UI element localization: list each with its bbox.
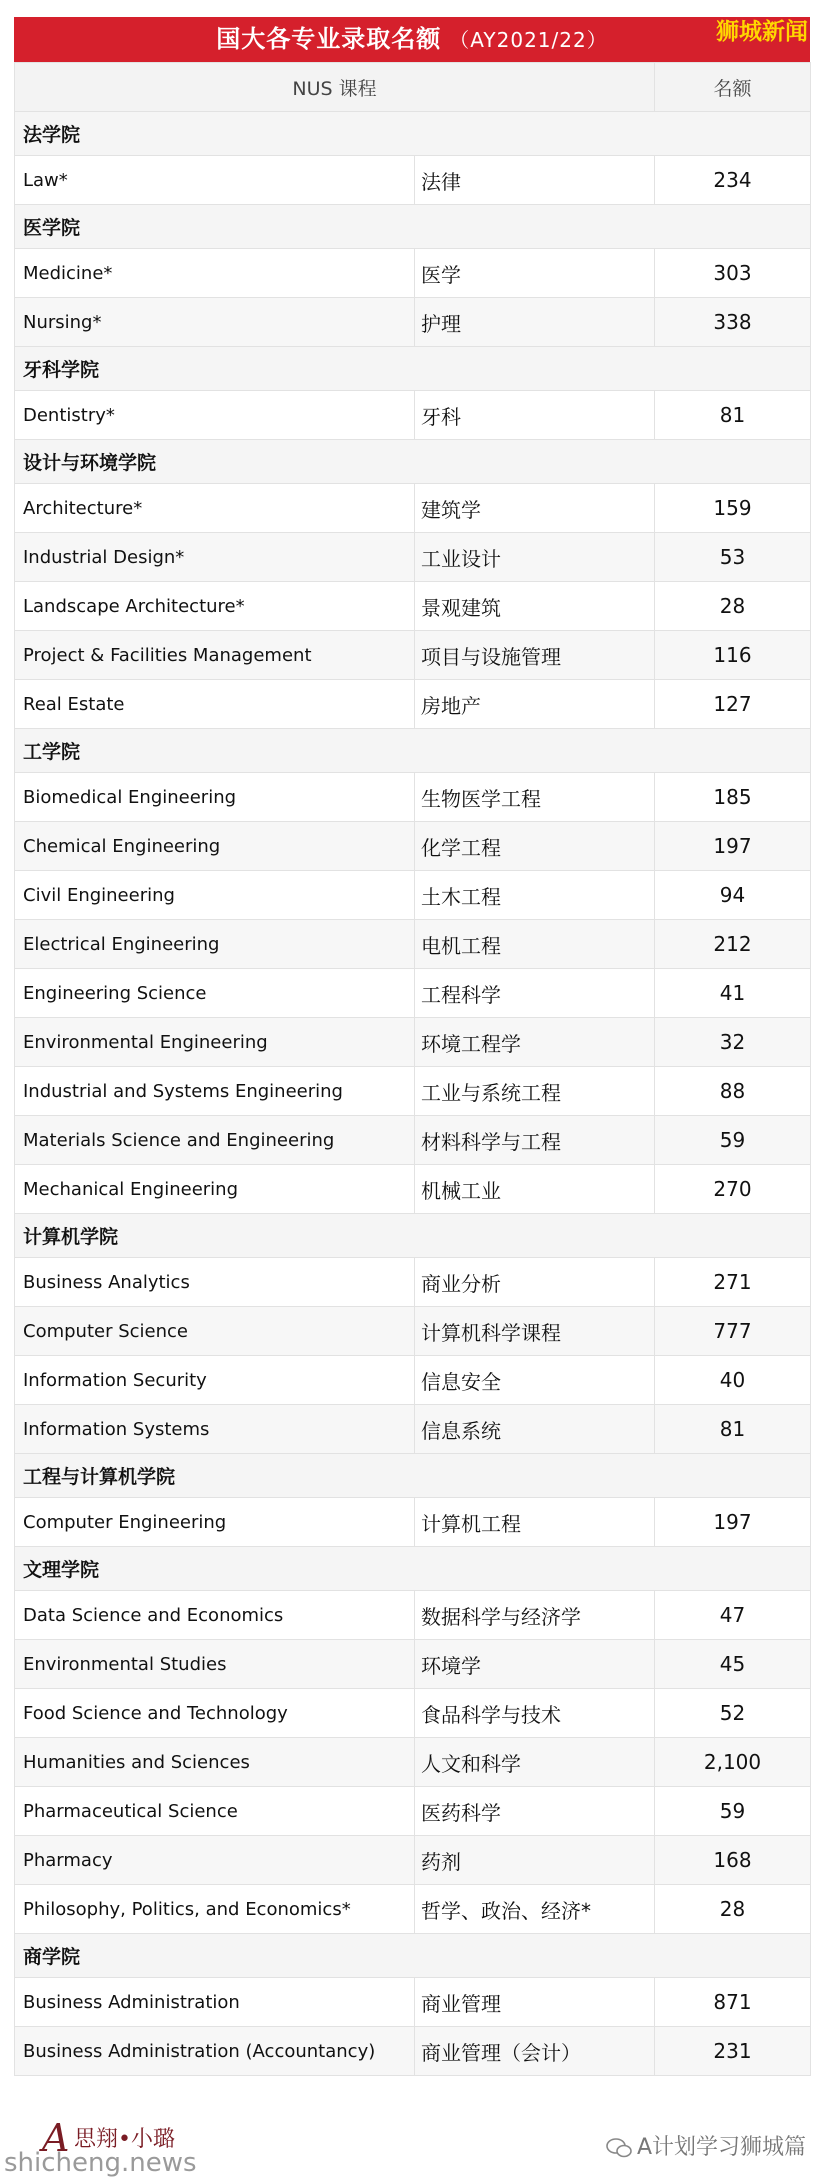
quota-value: 59 xyxy=(655,1787,811,1836)
section-row xyxy=(15,1454,811,1498)
course-chinese: 商业分析 xyxy=(415,1258,655,1307)
course-chinese: 商业管理（会计） xyxy=(415,2027,655,2076)
course-chinese: 法律 xyxy=(415,156,655,205)
course-chinese: 计算机科学课程 xyxy=(415,1307,655,1356)
course-chinese: 材料科学与工程 xyxy=(415,1116,655,1165)
footer xyxy=(0,2110,824,2180)
course-english: Real Estate xyxy=(15,680,415,729)
table-header xyxy=(15,63,811,112)
course-english: Computer Engineering xyxy=(15,1498,415,1547)
table-row xyxy=(15,1738,811,1787)
quota-value: 88 xyxy=(655,1067,811,1116)
table-row xyxy=(15,920,811,969)
section-row xyxy=(15,205,811,249)
section-row xyxy=(15,112,811,156)
quota-value: 94 xyxy=(655,871,811,920)
table-row xyxy=(15,822,811,871)
table-row xyxy=(15,1116,811,1165)
quota-value: 197 xyxy=(655,1498,811,1547)
quota-value: 32 xyxy=(655,1018,811,1067)
section-row xyxy=(15,1934,811,1978)
course-english: Biomedical Engineering xyxy=(15,773,415,822)
section-title: 计算机学院 xyxy=(15,1214,811,1258)
section-row xyxy=(15,1214,811,1258)
quota-value: 59 xyxy=(655,1116,811,1165)
course-chinese: 数据科学与经济学 xyxy=(415,1591,655,1640)
table-row xyxy=(15,871,811,920)
course-chinese: 工程科学 xyxy=(415,969,655,1018)
course-english: Dentistry* xyxy=(15,391,415,440)
course-chinese: 建筑学 xyxy=(415,484,655,533)
quota-value: 197 xyxy=(655,822,811,871)
course-english: Architecture* xyxy=(15,484,415,533)
site-watermark: shicheng.news xyxy=(4,2148,197,2178)
table-row xyxy=(15,1787,811,1836)
quota-table-container xyxy=(14,17,810,2076)
course-english: Environmental Studies xyxy=(15,1640,415,1689)
table-row xyxy=(15,2027,811,2076)
course-english: Industrial and Systems Engineering xyxy=(15,1067,415,1116)
quota-value: 2,100 xyxy=(655,1738,811,1787)
quota-value: 41 xyxy=(655,969,811,1018)
course-english: Materials Science and Engineering xyxy=(15,1116,415,1165)
quota-value: 777 xyxy=(655,1307,811,1356)
table-row xyxy=(15,1640,811,1689)
course-chinese: 信息安全 xyxy=(415,1356,655,1405)
quota-value: 28 xyxy=(655,1885,811,1934)
course-chinese: 景观建筑 xyxy=(415,582,655,631)
table-row xyxy=(15,533,811,582)
course-english: Mechanical Engineering xyxy=(15,1165,415,1214)
section-title: 牙科学院 xyxy=(15,347,811,391)
table-row xyxy=(15,1689,811,1738)
course-english: Business Administration (Accountancy) xyxy=(15,2027,415,2076)
section-title: 设计与环境学院 xyxy=(15,440,811,484)
course-chinese: 机械工业 xyxy=(415,1165,655,1214)
course-chinese: 工业设计 xyxy=(415,533,655,582)
wechat-account xyxy=(605,2130,806,2161)
course-english: Environmental Engineering xyxy=(15,1018,415,1067)
table-row xyxy=(15,484,811,533)
quota-value: 159 xyxy=(655,484,811,533)
table-row xyxy=(15,156,811,205)
course-chinese: 食品科学与技术 xyxy=(415,1689,655,1738)
quota-value: 81 xyxy=(655,1405,811,1454)
course-english: Engineering Science xyxy=(15,969,415,1018)
quota-value: 168 xyxy=(655,1836,811,1885)
course-chinese: 环境工程学 xyxy=(415,1018,655,1067)
quota-value: 45 xyxy=(655,1640,811,1689)
course-english: Humanities and Sciences xyxy=(15,1738,415,1787)
course-english: Electrical Engineering xyxy=(15,920,415,969)
course-chinese: 计算机工程 xyxy=(415,1498,655,1547)
course-english: Information Systems xyxy=(15,1405,415,1454)
quota-value: 871 xyxy=(655,1978,811,2027)
quota-value: 234 xyxy=(655,156,811,205)
quota-value: 231 xyxy=(655,2027,811,2076)
brand-watermark: 狮城新闻 xyxy=(716,18,808,45)
course-english: Civil Engineering xyxy=(15,871,415,920)
table-row xyxy=(15,773,811,822)
course-english: Computer Science xyxy=(15,1307,415,1356)
course-chinese: 哲学、政治、经济* xyxy=(415,1885,655,1934)
course-english: Business Administration xyxy=(15,1978,415,2027)
header-course: NUS 课程 xyxy=(15,63,655,112)
table-row xyxy=(15,582,811,631)
table-row xyxy=(15,1836,811,1885)
section-title: 工学院 xyxy=(15,729,811,773)
course-english: Business Analytics xyxy=(15,1258,415,1307)
course-chinese: 医药科学 xyxy=(415,1787,655,1836)
quota-value: 338 xyxy=(655,298,811,347)
table-row xyxy=(15,1978,811,2027)
course-chinese: 项目与设施管理 xyxy=(415,631,655,680)
quota-value: 47 xyxy=(655,1591,811,1640)
course-chinese: 土木工程 xyxy=(415,871,655,920)
section-row xyxy=(15,729,811,773)
course-chinese: 护理 xyxy=(415,298,655,347)
quota-value: 53 xyxy=(655,533,811,582)
title-year: （AY2021/22） xyxy=(449,28,608,52)
title-text: 国大各专业录取名额 xyxy=(216,25,442,53)
section-title: 商学院 xyxy=(15,1934,811,1978)
quota-value: 303 xyxy=(655,249,811,298)
quota-value: 40 xyxy=(655,1356,811,1405)
table-row xyxy=(15,1591,811,1640)
course-chinese: 牙科 xyxy=(415,391,655,440)
header-quota: 名额 xyxy=(655,63,811,112)
course-chinese: 环境学 xyxy=(415,1640,655,1689)
title-bar xyxy=(14,17,810,62)
course-chinese: 生物医学工程 xyxy=(415,773,655,822)
section-row xyxy=(15,347,811,391)
course-chinese: 信息系统 xyxy=(415,1405,655,1454)
table-row xyxy=(15,1405,811,1454)
course-english: Pharmaceutical Science xyxy=(15,1787,415,1836)
course-chinese: 商业管理 xyxy=(415,1978,655,2027)
course-english: Project & Facilities Management xyxy=(15,631,415,680)
table-row xyxy=(15,298,811,347)
section-row xyxy=(15,440,811,484)
section-title: 医学院 xyxy=(15,205,811,249)
table-row xyxy=(15,1885,811,1934)
course-chinese: 工业与系统工程 xyxy=(415,1067,655,1116)
course-english: Chemical Engineering xyxy=(15,822,415,871)
quota-value: 81 xyxy=(655,391,811,440)
course-english: Medicine* xyxy=(15,249,415,298)
table-row xyxy=(15,391,811,440)
quota-value: 28 xyxy=(655,582,811,631)
quota-value: 185 xyxy=(655,773,811,822)
wechat-icon xyxy=(605,2137,633,2159)
table-row xyxy=(15,1356,811,1405)
course-english: Nursing* xyxy=(15,298,415,347)
quota-value: 116 xyxy=(655,631,811,680)
course-english: Industrial Design* xyxy=(15,533,415,582)
table-row xyxy=(15,1018,811,1067)
course-english: Data Science and Economics xyxy=(15,1591,415,1640)
table-row xyxy=(15,249,811,298)
quota-value: 127 xyxy=(655,680,811,729)
course-chinese: 化学工程 xyxy=(415,822,655,871)
logo-text: 思翔•小璐 xyxy=(74,2127,175,2152)
table-row xyxy=(15,1258,811,1307)
section-row xyxy=(15,1547,811,1591)
table-row xyxy=(15,1307,811,1356)
quota-value: 270 xyxy=(655,1165,811,1214)
section-title: 文理学院 xyxy=(15,1547,811,1591)
table-row xyxy=(15,969,811,1018)
course-english: Landscape Architecture* xyxy=(15,582,415,631)
logo-mark: A xyxy=(42,2116,70,2160)
course-chinese: 医学 xyxy=(415,249,655,298)
course-chinese: 药剂 xyxy=(415,1836,655,1885)
section-title: 法学院 xyxy=(15,112,811,156)
quota-value: 212 xyxy=(655,920,811,969)
table-row xyxy=(15,1067,811,1116)
course-english: Philosophy, Politics, and Economics* xyxy=(15,1885,415,1934)
table-row xyxy=(15,680,811,729)
course-chinese: 人文和科学 xyxy=(415,1738,655,1787)
page-title xyxy=(14,17,810,63)
course-english: Pharmacy xyxy=(15,1836,415,1885)
quota-value: 271 xyxy=(655,1258,811,1307)
quota-table xyxy=(14,62,811,2076)
section-title: 工程与计算机学院 xyxy=(15,1454,811,1498)
course-chinese: 房地产 xyxy=(415,680,655,729)
table-row xyxy=(15,1165,811,1214)
course-english: Food Science and Technology xyxy=(15,1689,415,1738)
table-row xyxy=(15,631,811,680)
quota-value: 52 xyxy=(655,1689,811,1738)
course-english: Law* xyxy=(15,156,415,205)
wechat-name: A计划学习狮城篇 xyxy=(636,2135,806,2160)
table-row xyxy=(15,1498,811,1547)
course-chinese: 电机工程 xyxy=(415,920,655,969)
course-english: Information Security xyxy=(15,1356,415,1405)
